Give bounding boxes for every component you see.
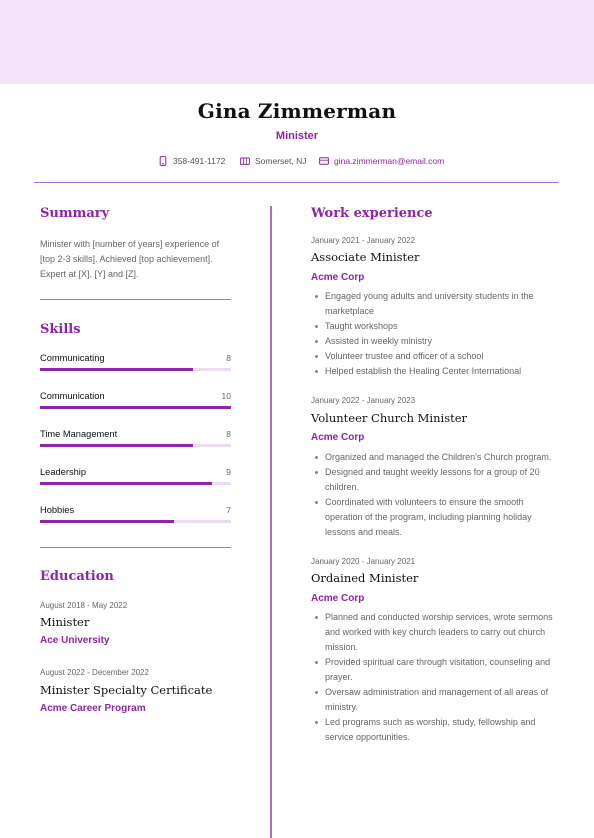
skill-bar-track xyxy=(40,520,231,523)
skill-bar-track xyxy=(40,368,231,371)
skill-bar-track xyxy=(40,406,231,409)
job-bullets xyxy=(311,450,561,540)
education-heading: Education xyxy=(40,569,114,584)
job-bullet: Organized and managed the Children's Church program. xyxy=(311,450,561,465)
skill-item xyxy=(40,467,231,487)
header-band xyxy=(0,0,594,84)
skill-name: Time Management xyxy=(40,429,118,439)
skill-name: Leadership xyxy=(40,467,87,477)
education-dates: August 2022 - December 2022 xyxy=(40,668,149,677)
skill-bar-fill xyxy=(40,368,193,371)
job-bullet: Oversaw administration and management of all areas of ministry. xyxy=(311,685,561,715)
job-title: Ordained Minister xyxy=(311,571,419,585)
skill-level: 7 xyxy=(226,505,231,515)
summary-text: Minister with [number of years] experience of [top 2-3 skills]. Achieved [top achievement]. Expert at [X], [Y] and [Z]. xyxy=(40,239,220,279)
education-dates: August 2018 - May 2022 xyxy=(40,601,128,610)
skill-name: Hobbies xyxy=(40,505,75,515)
skill-name: Communicating xyxy=(40,353,105,363)
skill-bar-fill xyxy=(40,482,212,485)
skill-bar-fill xyxy=(40,406,231,409)
phone-icon xyxy=(158,156,168,166)
skill-item xyxy=(40,391,231,411)
job-bullets xyxy=(311,610,561,745)
email-icon xyxy=(319,156,329,166)
job-bullets xyxy=(311,289,561,379)
skill-name: Communication xyxy=(40,391,105,401)
job-dates: January 2021 - January 2022 xyxy=(311,236,416,245)
candidate-role: Minister xyxy=(275,130,319,142)
education-institution: Acme Career Program xyxy=(40,703,146,714)
skill-bar-track xyxy=(40,444,231,447)
job-bullet: Volunteer trustee and officer of a school xyxy=(311,349,561,364)
skill-item xyxy=(40,353,231,373)
contact-location xyxy=(240,156,307,166)
skill-bar-fill xyxy=(40,444,193,447)
job-bullet: Assisted in weekly ministry xyxy=(311,334,561,349)
candidate-name: Gina Zimmerman xyxy=(197,99,397,123)
job-bullet: Designed and taught weekly lessons for a group of 20 children. xyxy=(311,465,561,495)
skill-level: 8 xyxy=(226,429,231,439)
education-title: Minister xyxy=(40,615,90,629)
skill-level: 9 xyxy=(226,467,231,477)
job-bullet: Coordinated with volunteers to ensure the smooth operation of the program, including planning holiday lessons and meals. xyxy=(311,495,561,540)
job-bullet: Taught workshops xyxy=(311,319,561,334)
job-dates: January 2020 - January 2021 xyxy=(311,557,416,566)
location-text: Somerset, NJ xyxy=(255,156,307,166)
job-bullet: Helped establish the Healing Center International xyxy=(311,364,561,379)
job-title: Associate Minister xyxy=(311,250,420,264)
work-heading: Work experience xyxy=(311,206,433,221)
skill-level: 10 xyxy=(221,391,231,401)
education-title: Minister Specialty Certificate xyxy=(40,683,213,697)
skills-heading: Skills xyxy=(40,322,81,337)
job-company: Acme Corp xyxy=(311,272,365,283)
email-text[interactable]: gina.zimmerman@email.com xyxy=(334,156,445,166)
skill-level: 8 xyxy=(226,353,231,363)
skill-bar-fill xyxy=(40,520,174,523)
skill-item xyxy=(40,429,231,449)
skills-divider xyxy=(40,547,231,548)
job-bullet: Provided spiritual care through visitation, counseling and prayer. xyxy=(311,655,561,685)
education-institution: Ace University xyxy=(40,635,110,646)
location-icon xyxy=(240,156,250,166)
contact-phone xyxy=(158,156,225,166)
contact-email[interactable] xyxy=(319,156,444,166)
job-bullet: Planned and conducted worship services, wrote sermons and worked with key church leaders to carry out church mission. xyxy=(311,610,561,655)
job-bullet: Led programs such as worship, study, fellowship and service opportunities. xyxy=(311,715,561,745)
contact-row xyxy=(0,156,594,170)
summary-divider xyxy=(40,299,231,300)
job-bullet: Engaged young adults and university students in the marketplace xyxy=(311,289,561,319)
job-company: Acme Corp xyxy=(311,432,365,443)
job-title: Volunteer Church Minister xyxy=(311,411,468,425)
skill-bar-track xyxy=(40,482,231,485)
header-divider xyxy=(34,182,559,183)
job-company: Acme Corp xyxy=(311,593,365,604)
job-dates: January 2022 - January 2023 xyxy=(311,396,416,405)
phone-text: 358-491-1172 xyxy=(173,156,226,166)
column-divider xyxy=(270,206,272,838)
summary-heading: Summary xyxy=(40,206,110,221)
skill-item xyxy=(40,505,231,525)
